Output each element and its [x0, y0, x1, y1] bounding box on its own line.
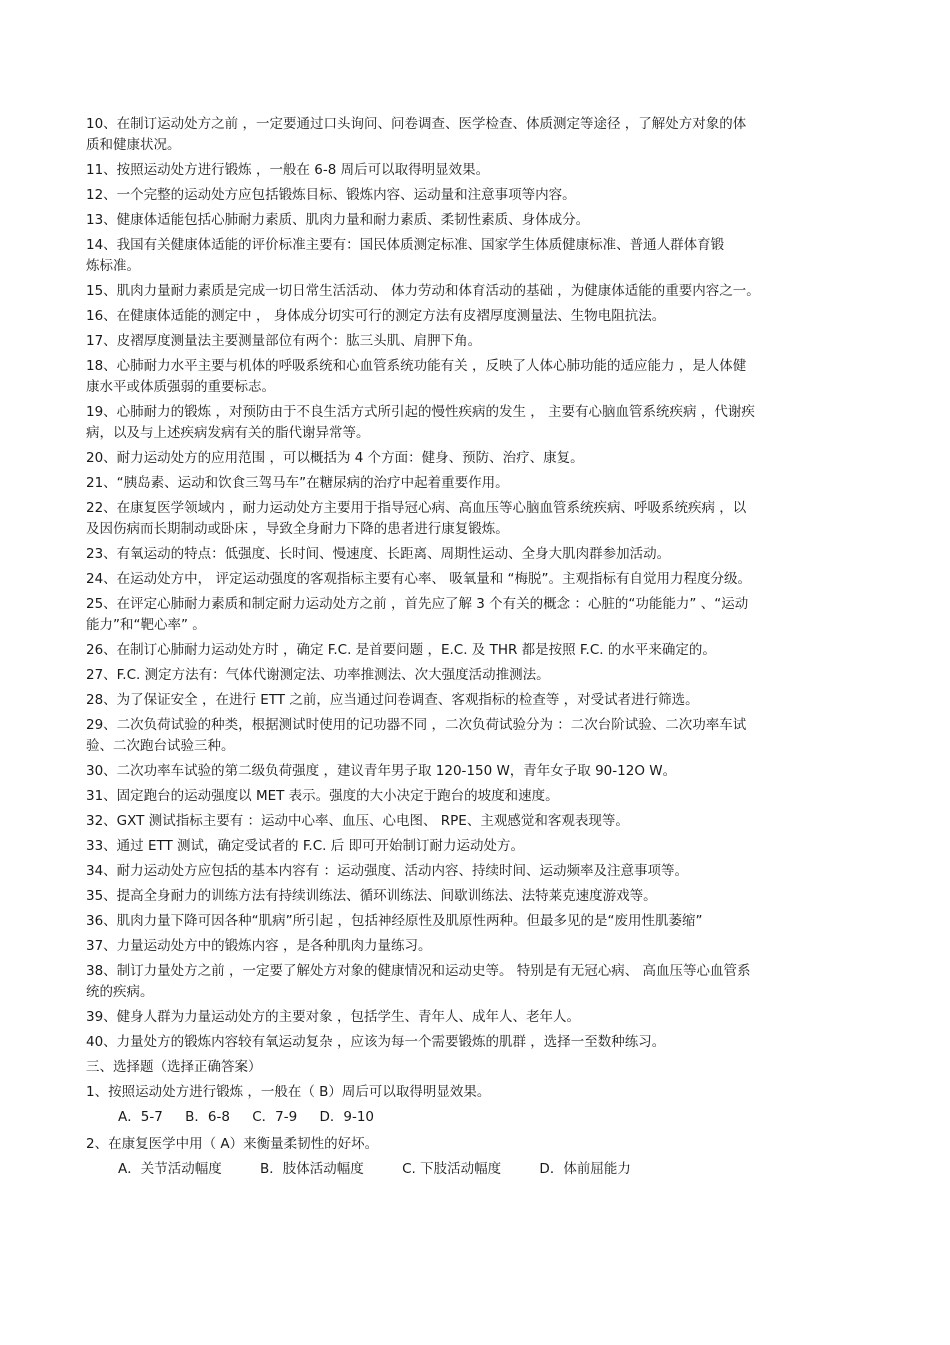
item-text: 11、按照运动处方进行锻炼 ，一般在 6-8 周后可以取得明显效果。 [86, 162, 490, 178]
item-text-continued: 康水平或体质强弱的重要标志。 [86, 379, 275, 395]
item-text-continued: 统的疾病。 [86, 984, 154, 1000]
item-text: 17、皮褶厚度测量法主要测量部位有两个：肱三头肌、肩胛下角。 [86, 333, 482, 349]
item-text-continued: 及因伤病而长期制动或卧床 ，导致全身耐力下降的患者进行康复锻炼。 [86, 521, 509, 537]
list-item [86, 498, 876, 540]
item-text: 14、我国有关健康体适能的评价标准主要有：国民体质测定标准、国家学生体质健康标准、普通人群体育锻 [86, 237, 725, 253]
item-text: 12、一个完整的运动处方应包括锻炼目标、锻炼内容、运动量和注意事项等内容。 [86, 187, 576, 203]
list-item [86, 690, 876, 711]
list-item [86, 306, 876, 327]
item-text: 25、在评定心肺耐力素质和制定耐力运动处方之前 ，首先应了解 3 个有关的概念 ：心脏的“功能能力” 、“运动 [86, 596, 749, 612]
list-item [86, 640, 876, 661]
item-text-continued: 能力”和“靶心率” 。 [86, 617, 206, 633]
list-item [86, 544, 876, 565]
document-page [86, 114, 876, 1186]
list-item [86, 114, 876, 156]
item-text: 20、耐力运动处方的应用范围 ，可以概括为 4 个方面：健身、预防、治疗、康复。 [86, 450, 584, 466]
list-item [86, 715, 876, 757]
option: D．体前屈能力 [539, 1161, 631, 1177]
item-text-continued: 验、二次跑台试验三种。 [86, 738, 235, 754]
list-item [86, 473, 876, 494]
list-item [86, 281, 876, 302]
item-text: 30、二次功率车试验的第二级负荷强度 ，建议青年男子取 120-150 W，青年女子取 90-12O W。 [86, 763, 677, 779]
option: C．7-9 [252, 1109, 298, 1125]
list-item [86, 235, 876, 277]
item-text-continued: 炼标准。 [86, 258, 140, 274]
item-text: 16、在健康体适能的测定中 ， 身体成分切实可行的测定方法有皮褶厚度测量法、生物电阻抗法。 [86, 308, 666, 324]
question-1-options [118, 1107, 876, 1128]
list-item [86, 811, 876, 832]
list-item [86, 961, 876, 1003]
option: B．6-8 [185, 1109, 230, 1125]
item-text-continued: 病，以及与上述疾病发病有关的脂代谢异常等。 [86, 425, 370, 441]
list-item [86, 786, 876, 807]
item-text: 18、心肺耐力水平主要与机体的呼吸系统和心血管系统功能有关 ，反映了人体心肺功能的适应能力 ，是人体健 [86, 358, 747, 374]
list-item [86, 761, 876, 782]
option: B．肢体活动幅度 [260, 1161, 364, 1177]
option: A．5-7 [118, 1109, 163, 1125]
item-text: 15、肌肉力量耐力素质是完成一切日常生活活动、 体力劳动和体育活动的基础 ，为健康体适能的重要内容之一。 [86, 283, 760, 299]
list-item [86, 594, 876, 636]
fill-in-list [86, 114, 876, 1053]
item-text: 29、二次负荷试验的种类，根据测试时使用的记功器不同 ，二次负荷试验分为 ：二次台阶试验、二次功率车试 [86, 717, 747, 733]
item-text: 10、在制订运动处方之前 ，一定要通过口头询问、问卷调查、医学检查、体质测定等途径 ，了解处方对象的体 [86, 116, 747, 132]
item-text: 26、在制订心肺耐力运动处方时 ，确定 F.C. 是首要问题 ，E.C. 及 THR 都是按照 F.C. 的水平来确定的。 [86, 642, 716, 658]
item-text: 21、“胰岛素、运动和饮食三驾马车”在糖尿病的治疗中起着重要作用。 [86, 475, 509, 491]
list-item [86, 665, 876, 686]
item-text: 23、有氧运动的特点：低强度、长时间、慢速度、长距离、周期性运动、全身大肌肉群参加活动。 [86, 546, 671, 562]
option: C. 下肢活动幅度 [402, 1161, 502, 1177]
list-item [86, 185, 876, 206]
item-text: 19、心肺耐力的锻炼 ，对预防由于不良生活方式所引起的慢性疾病的发生 ， 主要有心脑血管系统疾病 ，代谢疾 [86, 404, 755, 420]
list-item [86, 569, 876, 590]
item-text: 37、力量运动处方中的锻炼内容 ，是各种肌肉力量练习。 [86, 938, 432, 954]
item-text: 33、通过 ETT 测试，确定受试者的 F.C. 后 即可开始制订耐力运动处方。 [86, 838, 525, 854]
list-item [86, 936, 876, 957]
item-text: 31、固定跑台的运动强度以 MET 表示。强度的大小决定于跑台的坡度和速度。 [86, 788, 559, 804]
item-text-continued: 质和健康状况。 [86, 137, 181, 153]
item-text: 34、耐力运动处方应包括的基本内容有 ：运动强度、活动内容、持续时间、运动频率及注意事项等。 [86, 863, 688, 879]
option: D．9-10 [319, 1109, 375, 1125]
item-text: 39、健身人群为力量运动处方的主要对象 ，包括学生、青年人、成年人、老年人。 [86, 1009, 580, 1025]
item-text: 28、为了保证安全 ，在进行 ETT 之前，应当通过问卷调查、客观指标的检查等 ，对受试者进行筛选。 [86, 692, 699, 708]
item-text: 32、GXT 测试指标主要有 ：运动中心率、血压、心电图、 RPE、主观感觉和客观表现等。 [86, 813, 629, 829]
question-2: 2、在康复医学中用（ A）来衡量柔韧性的好坏。 [86, 1136, 379, 1152]
item-text: 13、健康体适能包括心肺耐力素质、肌肉力量和耐力素质、柔韧性素质、身体成分。 [86, 212, 590, 228]
list-item [86, 356, 876, 398]
list-item [86, 861, 876, 882]
question-2-options [118, 1159, 876, 1180]
item-text: 27、F.C. 测定方法有：气体代谢测定法、功率推测法、次大强度活动推测法。 [86, 667, 550, 683]
list-item [86, 331, 876, 352]
list-item [86, 402, 876, 444]
item-text: 22、在康复医学领域内 ，耐力运动处方主要用于指导冠心病、高血压等心脑血管系统疾病、呼吸系统疾病 ，以 [86, 500, 747, 516]
item-text: 38、制订力量处方之前 ，一定要了解处方对象的健康情况和运动史等。 特别是有无冠心病、 高血压等心血管系 [86, 963, 751, 979]
item-text: 40、力量处方的锻炼内容较有氧运动复杂 ，应该为每一个需要锻炼的肌群 ，选择一至数种练习。 [86, 1034, 666, 1050]
list-item [86, 886, 876, 907]
list-item [86, 911, 876, 932]
item-text: 35、提高全身耐力的训练方法有持续训练法、循环训练法、间歇训练法、法特莱克速度游戏等。 [86, 888, 657, 904]
question-1: 1、按照运动处方进行锻炼 ，一般在（ B）周后可以取得明显效果。 [86, 1084, 491, 1100]
list-item [86, 1032, 876, 1053]
section-title: 三、选择题（选择正确答案） [86, 1059, 262, 1075]
item-text: 36、肌肉力量下降可因各种“肌病”所引起 ，包括神经原性及肌原性两种。但最多见的是“废用性肌萎缩” [86, 913, 703, 929]
item-text: 24、在运动处方中， 评定运动强度的客观指标主要有心率、 吸氧量和 “梅脱”。主观指标有自觉用力程度分级。 [86, 571, 752, 587]
list-item [86, 836, 876, 857]
list-item [86, 1007, 876, 1028]
list-item [86, 210, 876, 231]
list-item [86, 448, 876, 469]
list-item [86, 160, 876, 181]
option: A．关节活动幅度 [118, 1161, 222, 1177]
